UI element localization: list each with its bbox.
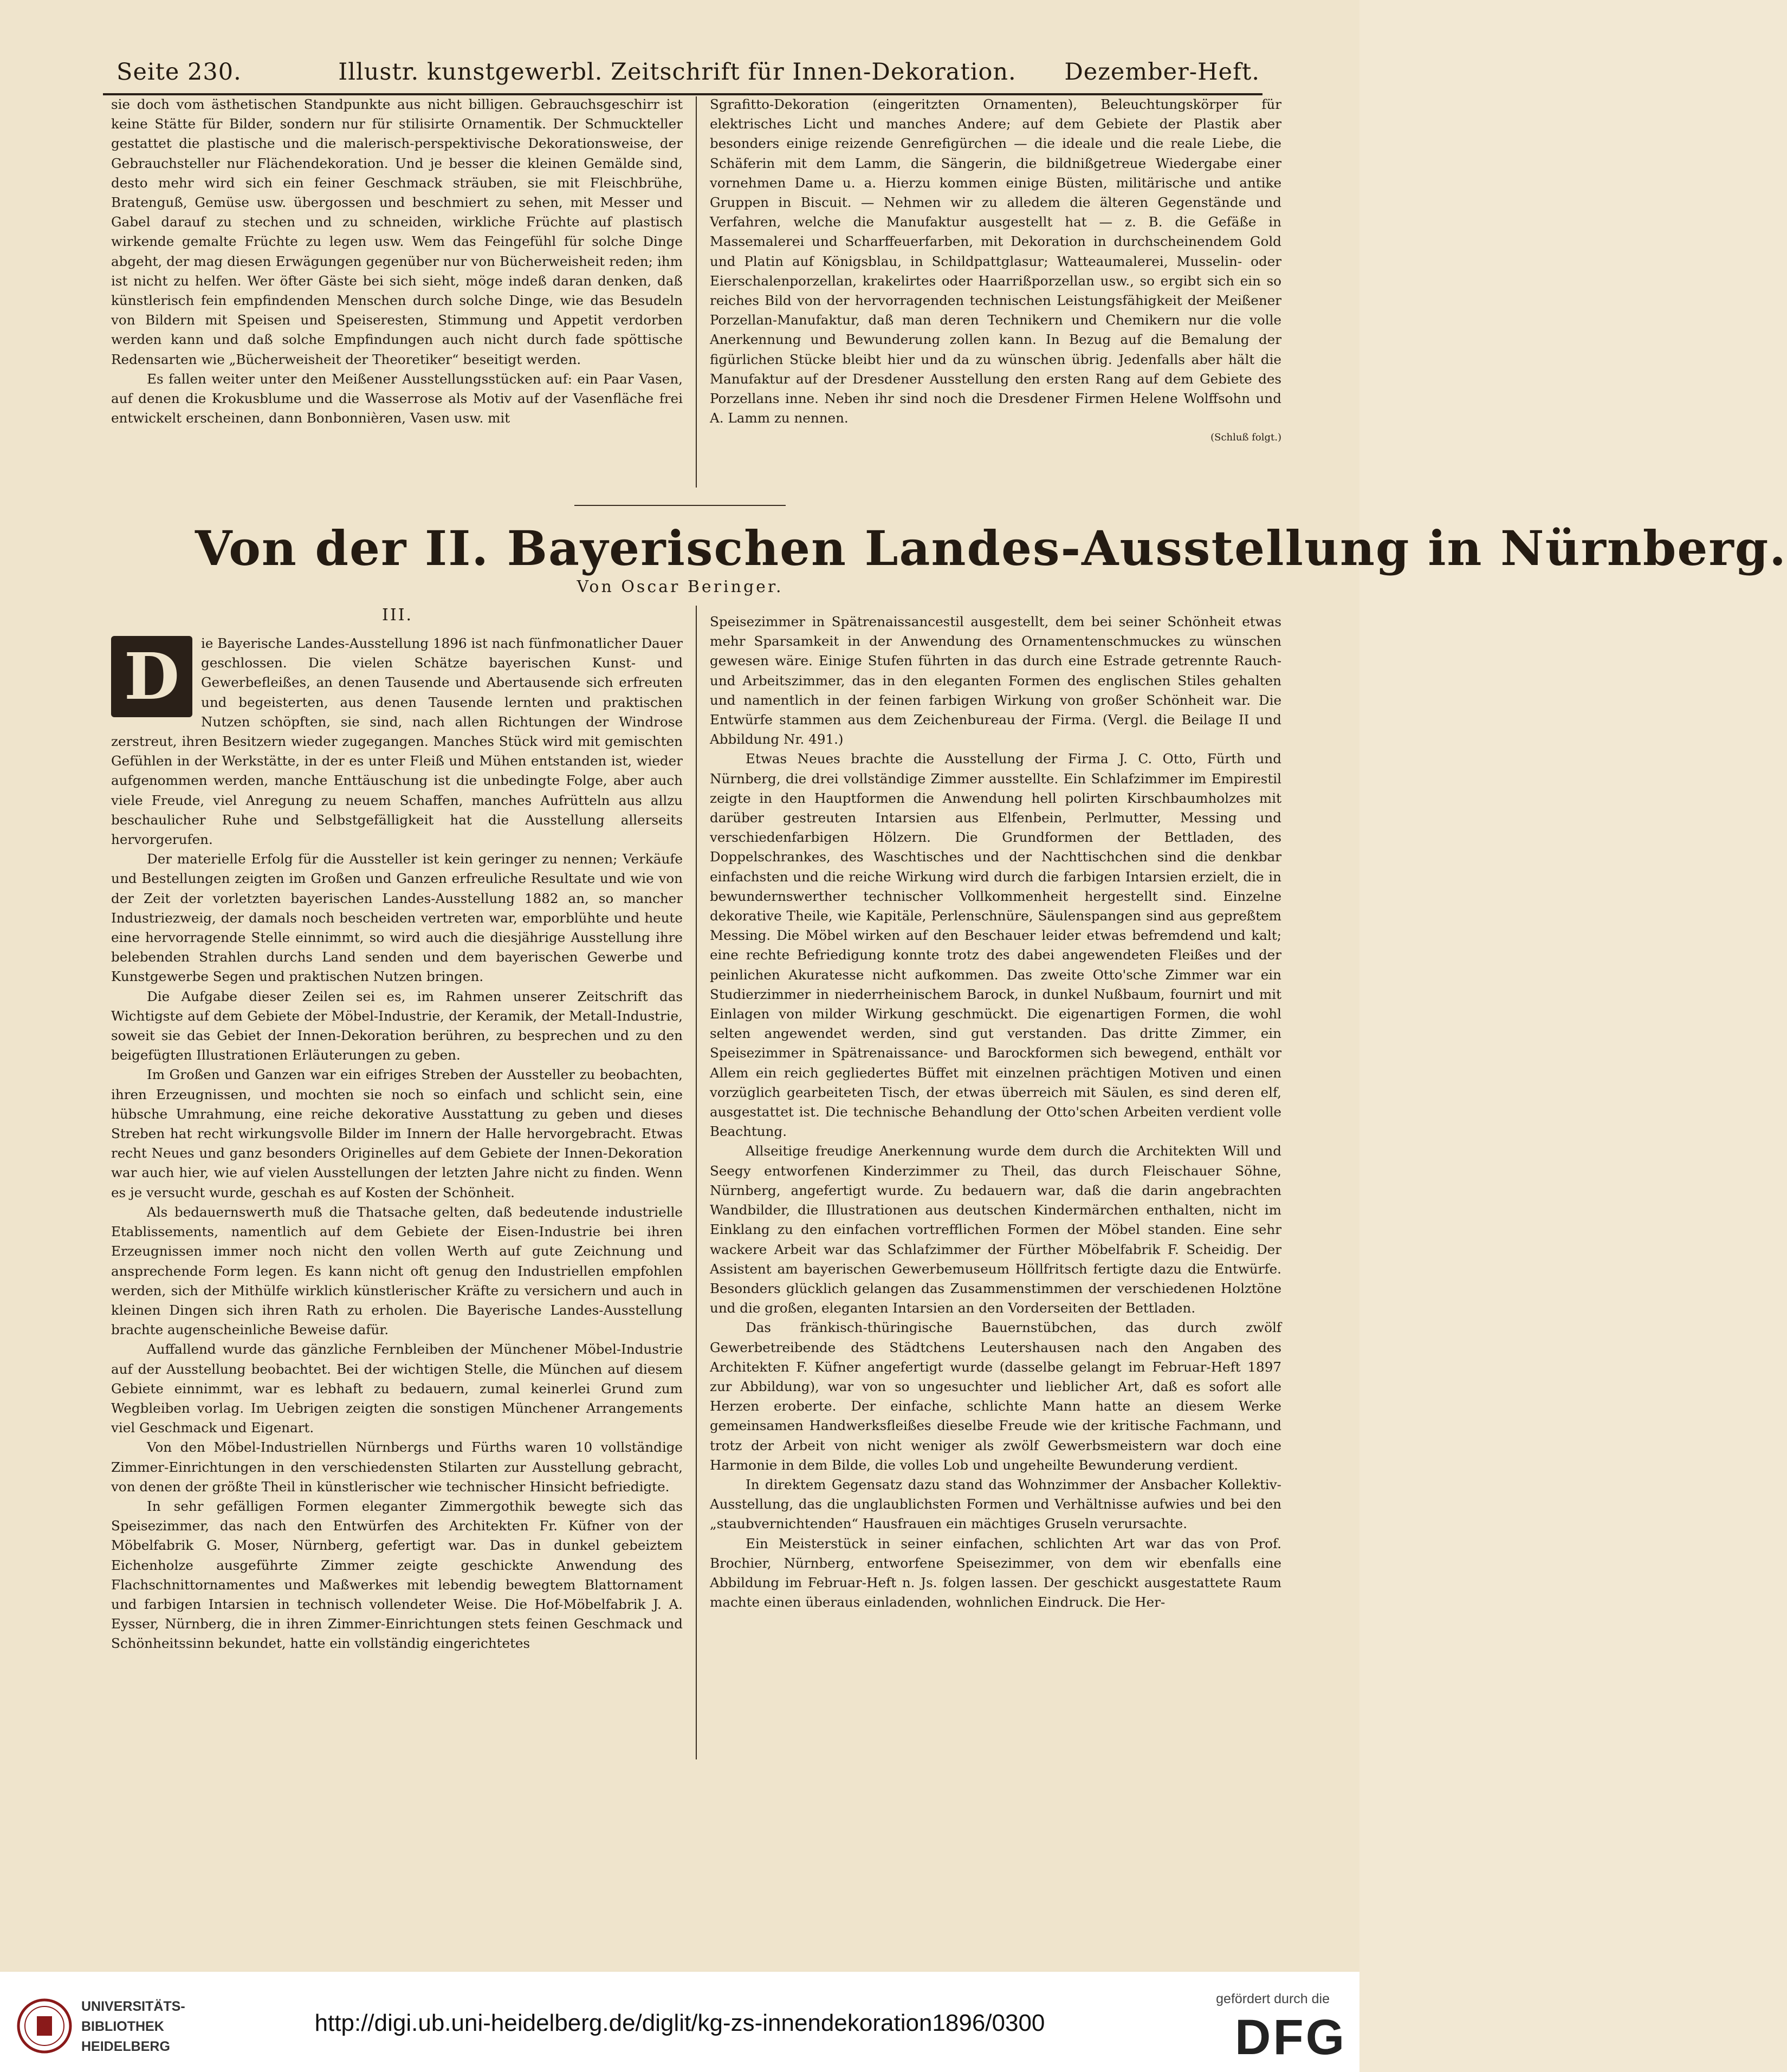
drop-cap-initial: D — [111, 636, 192, 717]
paragraph: Ein Meisterstück in seiner einfachen, schlichten Art war das von Prof. Brochier, Nürnberg, entworfene Speisezimmer, von dem wir ebenfalls eine Abbildung im Februar-Heft n. Js. folgen lassen. Der geschickt ausgestattete Raum machte einen überaus einladenden, wohnlichen Eindruck. Die Her- — [710, 1535, 1281, 1610]
column-divider-bottom — [696, 606, 697, 1759]
paragraph: Im Großen und Ganzen war ein eifriges Streben der Aussteller zu beobachten, ihren Erzeugnissen, und mochten sie noch so einfach und schlicht sein, eine hübsche Umrahmung, eine reiche dekorative Ausstattung zu geben und dieses Streben hat recht wirkungsvolle Bilder im Innern der Halle hervorgebracht. Etwas recht Neues und ganz besonders Originelles auf dem Gebiete der Innen-Dekoration war auch hier, wie auf vielen Ausstellungen der letzten Jahre nicht zu finden. Wenn es je versucht wurde, geschah es auf Kosten der Schönheit. — [111, 1067, 683, 1200]
paragraph: In sehr gefälligen Formen eleganter Zimmergothik bewegte sich das Speisezimmer, das nach den Entwürfen des Architekten Fr. Küfner von der Möbelfabrik G. Moser, Nürnberg, gefertigt war. Das in dunkel gebeiztem Eichenholze ausgeführte Zimmer zeigte geschickte Anwendung des Flachschnittornamentes und Maßwerkes mit lebendig bewegtem Blattornament und farbigen Intarsien in technisch vollendeter Weise. Die Hof-Möbelfabrik J. A. Eysser, Nürnberg, die in ihren Zimmer-Einrichtungen stets feinen Geschmack und Schönheitssinn bekundet, hatte ein vollständig eingerichtetes — [111, 1498, 683, 1652]
paragraph: Von den Möbel-Industriellen Nürnbergs und Fürths waren 10 vollständige Zimmer-Einrichtungen in den verschiedensten Stilarten zur Ausstellung gebracht, von denen der größte Theil in künstlerischer wie technischer Hinsicht befriedigte. — [111, 1439, 683, 1495]
paragraph: Speisezimmer in Spätrenaissancestil ausgestellt, dem bei seiner Schönheit etwas mehr Sparsamkeit in der Anwendung des Ornamentenschmuckes zu wünschen gewesen wäre. Einige Stufen führten in das durch eine Estrade getrennte Rauch- und Arbeitszimmer, das in den eleganten Formen des englischen Stiles gehalten und namentlich in der feinen farbigen Wirkung von großer Schönheit war. Die Entwürfe stammen aus dem Zeichenbureau der Firma. (Vergl. die Beilage II und Abbildung Nr. 491.) — [710, 614, 1281, 748]
source-url-link[interactable]: http://digi.ub.uni-heidelberg.de/diglit/kg-zs-innendekoration1896/0300 — [314, 2010, 1045, 2036]
page-number: Seite 230. — [116, 59, 242, 86]
library-name-line: BIBLIOTHEK — [81, 2019, 164, 2034]
continued-note: (Schluß folgt.) — [1210, 432, 1281, 444]
paragraph-text: ie Bayerische Landes-Ausstellung 1896 ist nach fünfmonatlicher Dauer geschlossen. Die vielen Schätze bayerischen Kunst- und Gewerbefleißes, an denen Tausende und Abertausende sich erfreuten und begeisterten, aus denen Tausende lernten und praktischen Nutzen schöpften, sie sind, nach allen Richtungen der Windrose zerstreut, ihren Besitzern wieder zugegangen. Manches Stück wird mit gemischten Gefühlen in der Werkstätte, in der es unter Fleiß und Mühen entstanden ist, wieder aufgenommen werden, manche Enttäuschung ist die unbedingte Folge, aber auch viele Freude, viel Anregung zu neuem Schaffen, manches Aufrütteln aus allzu beschaulicher Ruhe und Selbstgefälligkeit hat die Ausstellung allerseits hervorgerufen. — [111, 635, 683, 848]
paragraph: Sgrafitto-Dekoration (eingeritzten Ornamenten), Beleuchtungskörper für elektrisches Licht und manches Andere; auf dem Gebiete der Plastik aber besonders einige reizende Genrefigürchen — die ideale und die reale Liebe, die Schäferin mit dem Lamm, die Sängerin, die bildnißgetreue Wiedergabe einer vornehmen Dame u. a. Hierzu kommen einige Büsten, militärische und antike Gruppen in Biscuit. — Nehmen wir zu alledem die älteren Gegenstände und Verfahren, welche die Manufaktur ausgestellt hat — z. B. die Gefäße in Massemalerei und Scharffeuerfarben, mit Dekoration in durchscheinendem Gold und Platin auf Königsblau, in Schildpattglasur; Watteaumalerei, Musselin- oder Eierschalenporzellan, krakelirtes oder Haarrißporzellan usw., so ergibt sich ein so reiches Bild von der hervorragenden technischen Leistungsfähigkeit der Meißener Porzellan-Manufaktur, daß man deren Technikern und Chemikern nur die volle Anerkennung und Bewunderung zollen kann. In Bezug auf die Bemalung der figürlichen Stücke bleibt hier und da zu wünschen übrig. Jedenfalls aber hält die Manufaktur auf der Dresdener Ausstellung den ersten Rang auf dem Gebiete des Porzellans inne. Neben ihr sind noch die Dresdener Firmen Helene Wolffsohn und A. Lamm zu nennen. — [710, 96, 1281, 426]
article-author: Von Oscar Beringer. — [577, 577, 784, 596]
column-divider-top — [696, 96, 697, 488]
paragraph: Etwas Neues brachte die Ausstellung der Firma J. C. Otto, Fürth und Nürnberg, die drei vollständige Zimmer ausstellte. Ein Schlafzimmer im Empirestil zeigte in den Hauptformen die Anwendung hell polirten Kirschbaumholzes mit darüber gestreuten Intarsien aus Elfenbein, Perlmutter, Messing und verschiedenfarbigen Hölzern. Die Grundformen der Bettladen, des Doppelschrankes, des Waschtisches und der Nachttischchen sind die denkbar einfachsten und die reiche Wirkung wird durch die farbigen Intarsien erzielt, die in bewundernswerther technischer Vollkommenheit hergestellt sind. Einzelne dekorative Theile, wie Kapitäle, Perlenschnüre, Säulenspangen sind aus gepreßtem Messing. Die Möbel wirken auf den Beschauer leider etwas befremdend und kalt; eine rechte Befriedigung konnte trotz des dabei angewendeten Fleißes und der peinlichen Akuratesse nicht aufkommen. Das zweite Otto'sche Zimmer war ein Studierzimmer in niederrheinischem Barock, in dunkel Nußbaum, fournirt und mit Einlagen von milder Wirkung geschmückt. Die eigenartigen Formen, die wohl selten angewendet werden, sind gut verstanden. Das dritte Zimmer, ein Speisezimmer in Spätrenaissance- und Barockformen sich bewegend, enthält vor Allem ein reich gegliedertes Büffet mit einzelnen prächtigen Motiven und einen vorzüglich gearbeiteten Tisch, der etwas überreich mit Säulen, es sind deren elf, ausgestattet ist. Die technische Behandlung der Otto'schen Arbeiten verdient volle Beachtung. — [710, 751, 1281, 1140]
opening-paragraph — [111, 634, 683, 849]
svg-text:DFG: DFG — [1235, 2010, 1347, 2065]
column-bottom-right — [710, 612, 1281, 1758]
column-bottom-left — [111, 634, 683, 1758]
paragraph: Das fränkisch-thüringische Bauernstübchen, das durch zwölf Gewerbetreibende des Städtchens Leutershausen nach den Angaben des Architekten F. Küfner angefertigt wurde (dasselbe gelangt im Februar-Heft 1897 zur Abbildung), war von so ungesuchter und lieblicher Art, daß es sofort alle Herzen eroberte. Der einfache, schlichte Mann hatte an diesem Werke gemeinsamen Handwerksfleißes dieselbe Freude wie der kritische Fachmann, und trotz der Arbeit von nicht weniger als zwölf Gewerbsmeistern war doch eine Harmonie in dem Bilde, die volles Lob und ungeheilte Bewunderung verdient. — [710, 1320, 1281, 1473]
column-top-right — [710, 95, 1281, 488]
paragraph: Auffallend wurde das gänzliche Fernbleiben der Münchener Möbel-Industrie auf der Ausstellung beobachtet. Bei der wichtigen Stelle, die München auf diesem Gebiete einnimmt, war es lebhaft zu bedauern, zumal keinerlei Grund zum Wegbleiben vorlag. Im Uebrigen zeigten die sonstigen Münchener Arrangements viel Geschmack und Eigenart. — [111, 1341, 683, 1436]
library-name-line: HEIDELBERG — [81, 2039, 170, 2054]
journal-title: Illustr. kunstgewerbl. Zeitschrift für Innen-Dekoration. — [338, 59, 1016, 86]
paragraph: Allseitige freudige Anerkennung wurde dem durch die Architekten Will und Seegy entworfenen Kinderzimmer zu Theil, das durch Fleischauer Söhne, Nürnberg, angefertigt wurde. Zu bedauern war, daß die darin angebrachten Wandbilder, die Illustrationen aus deutschen Kindermärchen enthalten, nicht im Einklang zu den einfachen vortrefflichen Formen der Möbel standen. Eine sehr wackere Arbeit war das Schlafzimmer der Fürther Möbelfabrik F. Scheidig. Der Assistent am bayerischen Gewerbemuseum Höllfritsch fertigte dazu die Entwürfe. Besonders glücklich gelangen das Zusammenstimmen der verschiedenen Holztöne und die großen, eleganten Intarsien an den Vorderseiten der Bettladen. — [710, 1143, 1281, 1316]
section-separator — [574, 505, 786, 506]
paragraph: sie doch vom ästhetischen Standpunkte aus nicht billigen. Gebrauchsgeschirr ist keine Stätte für Bilder, sondern nur für stilisirte Ornamentik. Der Schmuckteller gestattet die plastische und die malerisch-perspektivische Dekorationsweise, der Gebrauchsteller nur Flächendekoration. Und je besser die kleinen Gemälde sind, desto mehr wird sich ein feiner Geschmack sträuben, sie mit Fleischbrühe, Bratenguß, Gemüse usw. übergossen und beschmiert zu sehen, mit Messer und Gabel darauf zu stechen und zu schneiden, wirkliche Früchte auf plastisch wirkende gemalte Früchte zu legen usw. Wem das Feingefühl für solche Dinge abgeht, der mag diesen Erwägungen gegenüber nur von Bücherweisheit reden; ihm ist nicht zu helfen. Wer öfter Gäste bei sich sieht, möge indeß daran denken, daß künstlerisch fein empfindenden Menschen durch solche Dinge, wie das Besudeln von Bildern mit Speisen und Speiseresten, Stimmung und Appetit verdorben werden kann und daß solche Empfindungen auch nicht durch fade spöttische Redensarten wie „Bücherweisheit der Theoretiker“ beseitigt werden. — [111, 96, 683, 367]
paragraph: Die Aufgabe dieser Zeilen sei es, im Rahmen unserer Zeitschrift das Wichtigste auf dem Gebiete der Möbel-Industrie, der Keramik, der Metall-Industrie, soweit sie das Gebiet der Innen-Dekoration berühren, zu besprechen und zu den beigefügten Illustrationen Erläuterungen zu geben. — [111, 988, 683, 1063]
paragraph: Als bedauernswerth muß die Thatsache gelten, daß bedeutende industrielle Etablissements, namentlich auf dem Gebiete der Eisen-Industrie bei ihren Erzeugnissen immer noch nicht den vollen Werth auf gute Zeichnung und ansprechende Form legen. Es kann nicht oft genug den Industriellen empfohlen werden, sich der Mithülfe wirklich künstlerischer Kräfte zu versichern und auch in kleinen Dingen sich ihren Rath zu erholen. Die Bayerische Landes-Ausstellung brachte augenscheinliche Beweise dafür. — [111, 1204, 683, 1338]
article-title: Von der II. Bayerischen Landes-Ausstellung in Nürnberg. — [195, 520, 1787, 576]
column-top-left — [111, 95, 683, 488]
dfg-logo-icon — [1235, 2010, 1347, 2065]
running-header — [95, 59, 1260, 91]
section-number: III. — [382, 606, 413, 625]
library-name-line: UNIVERSITÄTS- — [81, 1999, 185, 2014]
paragraph: Es fallen weiter unter den Meißener Ausstellungsstücken auf: ein Paar Vasen, auf denen die Krokusblume und die Wasserrose als Motiv auf der Vasenfläche frei entwickelt erscheinen, dann Bonbonnièren, Vasen usw. mit — [111, 371, 683, 426]
paragraph: Der materielle Erfolg für die Aussteller ist kein geringer zu nennen; Verkäufe und Bestellungen zeigten im Großen und Ganzen erfreuliche Resultate und wie von der Zeit der vorletzten bayerischen Landes-Ausstellung 1882 an, so mancher Industriezweig, der damals noch bescheiden vertreten war, emporblühte und heute eine hervorragende Stelle einnimmt, so wird auch die diesjährige Ausstellung ihre belebenden Strahlen durchs Land senden und dem bayerischen Gewerbe und Kunstgewerbe Segen und praktischen Nutzen bringen. — [111, 851, 683, 985]
funding-note: gefördert durch die — [1216, 1991, 1330, 2006]
issue-label: Dezember-Heft. — [1064, 59, 1260, 86]
paragraph: In direktem Gegensatz dazu stand das Wohnzimmer der Ansbacher Kollektiv-Ausstellung, das die unglaublichsten Formen und Verhältnisse aufwies und bei den „staubvernichtenden“ Hausfrauen ein mächtiges Gruseln verursachte. — [710, 1476, 1281, 1532]
